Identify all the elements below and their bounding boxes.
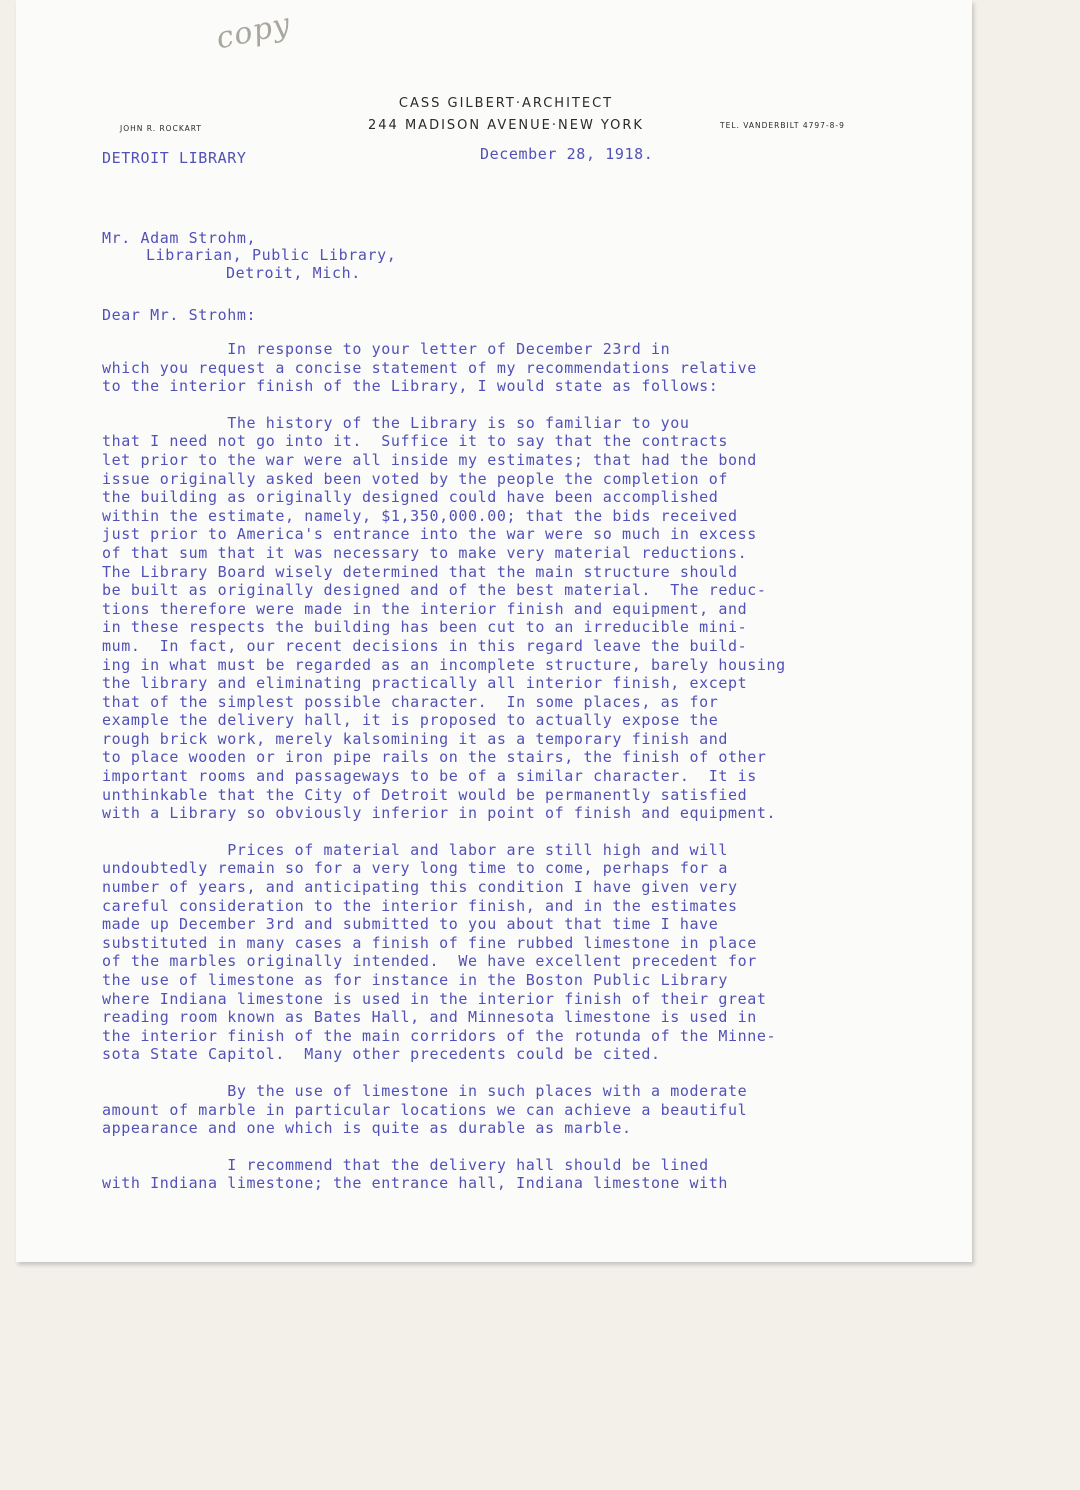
salutation: Dear Mr. Strohm: bbox=[102, 306, 257, 324]
paragraph-line: made up December 3rd and submitted to you about that time I have bbox=[102, 915, 719, 934]
paragraph-line: the interior finish of the main corridors of the rotunda of the Minne- bbox=[102, 1026, 777, 1045]
paragraph-line: mum. In fact, our recent decisions in this regard leave the build- bbox=[102, 636, 748, 655]
letter-sheet bbox=[16, 0, 972, 1262]
letterhead-title: CASS GILBERT·ARCHITECT bbox=[398, 96, 614, 111]
letterhead-address: 244 MADISON AVENUE·NEW YORK bbox=[368, 118, 644, 133]
paragraph-line: The history of the Library is so familiar to you bbox=[102, 413, 690, 432]
letter-body bbox=[102, 340, 786, 1211]
paragraph bbox=[102, 841, 786, 1064]
paragraph-line: appearance and one which is quite as durable as marble. bbox=[102, 1119, 632, 1138]
paragraph-line: rough brick work, merely kalsomining it as a temporary finish and bbox=[102, 729, 728, 748]
paragraph-line: substituted in many cases a finish of fine rubbed limestone in place bbox=[102, 933, 757, 952]
paragraph-line: careful consideration to the interior finish, and in the estimates bbox=[102, 896, 738, 915]
paragraph-line: reading room known as Bates Hall, and Minnesota limestone is used in bbox=[102, 1008, 757, 1027]
paragraph-line: amount of marble in particular locations we can achieve a beautiful bbox=[102, 1100, 748, 1119]
paragraph-line: important rooms and passageways to be of a similar character. It is bbox=[102, 767, 757, 786]
paragraph-line: of that sum that it was necessary to make very material reductions. bbox=[102, 543, 748, 562]
pencil-annotation: copy bbox=[213, 6, 294, 57]
paragraph-line: In response to your letter of December 23rd in bbox=[102, 340, 671, 358]
letterhead-phone: TEL. VANDERBILT 4797-8-9 bbox=[720, 121, 845, 130]
paragraph-line: of the marbles originally intended. We have excellent precedent for bbox=[102, 952, 757, 971]
paragraph-line: Prices of material and labor are still high and will bbox=[102, 840, 728, 859]
paragraph-line: just prior to America's entrance into the war were so much in excess bbox=[102, 525, 757, 544]
paragraph-line: with a Library so obviously inferior in point of finish and equipment. bbox=[102, 804, 777, 823]
paragraph-line: undoubtedly remain so for a very long time to come, perhaps for a bbox=[102, 859, 728, 878]
paragraph-line: the library and eliminating practically all interior finish, except bbox=[102, 674, 748, 693]
letterhead-left-name: JOHN R. ROCKART bbox=[120, 124, 202, 133]
paragraph-line: in these respects the building has been cut to an irreducible mini- bbox=[102, 618, 748, 637]
letter-date: December 28, 1918. bbox=[480, 145, 654, 163]
paragraph-line: that I need not go into it. Suffice it to say that the contracts bbox=[102, 432, 728, 451]
paragraph-line: within the estimate, namely, $1,350,000.00; that the bids received bbox=[102, 506, 738, 525]
paragraph bbox=[102, 1082, 786, 1138]
paragraph-line: unthinkable that the City of Detroit would be permanently satisfied bbox=[102, 785, 748, 804]
paragraph-line: the use of limestone as for instance in the Boston Public Library bbox=[102, 971, 728, 989]
paragraph bbox=[102, 340, 786, 396]
recipient-line: Detroit, Mich. bbox=[226, 264, 361, 282]
recipient-line: Librarian, Public Library, bbox=[146, 246, 397, 264]
paragraph-line: ing in what must be regarded as an incomplete structure, barely housing bbox=[102, 655, 786, 674]
recipient-line: Mr. Adam Strohm, bbox=[102, 229, 257, 247]
paragraph-line: let prior to the war were all inside my estimates; that had the bond bbox=[102, 450, 757, 469]
paragraph-line: number of years, and anticipating this condition I have given very bbox=[102, 878, 738, 897]
paragraph-line: to the interior finish of the Library, I would state as follows: bbox=[102, 377, 719, 396]
paragraph-line: I recommend that the delivery hall should be lined bbox=[102, 1155, 709, 1174]
paragraph-line: to place wooden or iron pipe rails on the stairs, the finish of other bbox=[102, 748, 767, 767]
paragraph-line: tions therefore were made in the interior finish and equipment, and bbox=[102, 599, 748, 618]
paragraph-line: sota State Capitol. Many other precedents could be cited. bbox=[102, 1045, 661, 1064]
paragraph-line: By the use of limestone in such places with a moderate bbox=[102, 1081, 748, 1100]
paragraph-line: that of the simplest possible character. In some places, as for bbox=[102, 692, 719, 711]
paragraph-line: issue originally asked been voted by the people the completion of bbox=[102, 469, 728, 488]
paragraph bbox=[102, 414, 786, 823]
paragraph-line: example the delivery hall, it is proposed to actually expose the bbox=[102, 711, 719, 730]
paragraph-line: The Library Board wisely determined that the main structure should bbox=[102, 562, 738, 581]
paragraph-line: with Indiana limestone; the entrance hall, Indiana limestone with bbox=[102, 1174, 728, 1193]
paragraph-line: which you request a concise statement of my recommendations relative bbox=[102, 358, 757, 377]
paragraph-line: the building as originally designed could have been accomplished bbox=[102, 488, 719, 507]
paragraph-line: where Indiana limestone is used in the interior finish of their great bbox=[102, 989, 767, 1008]
paragraph bbox=[102, 1156, 786, 1193]
paragraph-line: be built as originally designed and of the best material. The reduc- bbox=[102, 581, 767, 600]
letter-subject: DETROIT LIBRARY bbox=[102, 149, 247, 167]
